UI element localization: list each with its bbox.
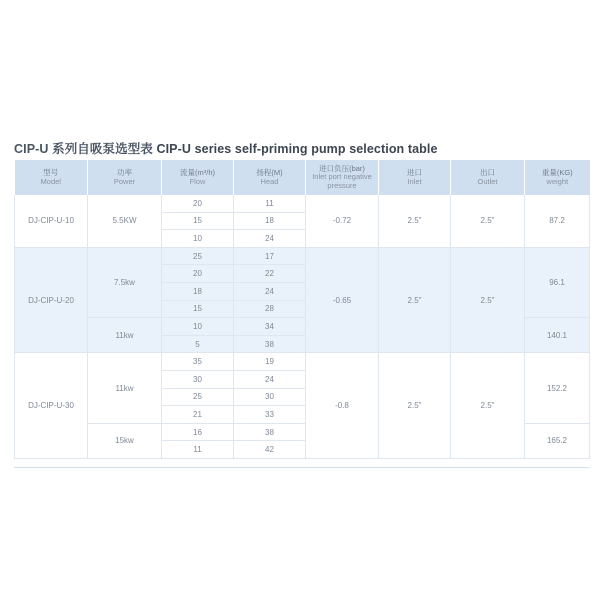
head-cell: 42	[234, 441, 306, 459]
inlet-cell: 2.5"	[379, 247, 451, 353]
model-cell: DJ-CIP-U-20	[15, 247, 88, 353]
table-bottom-rule	[14, 467, 589, 468]
power-cell: 11kw	[88, 318, 162, 353]
flow-cell: 18	[162, 282, 234, 300]
model-group	[15, 353, 590, 459]
table-title-zh: CIP-U 系列自吸泵选型表	[14, 142, 153, 156]
head-cell: 30	[234, 388, 306, 406]
header-flow: 流量(m³/h) Flow	[162, 160, 234, 195]
head-cell: 24	[234, 370, 306, 388]
header-power: 功率 Power	[88, 160, 162, 195]
header-head: 扬程(M) Head	[234, 160, 306, 195]
model-cell: DJ-CIP-U-30	[15, 353, 88, 459]
selection-table-container	[14, 160, 589, 459]
outlet-cell: 2.5"	[451, 353, 525, 459]
flow-cell: 10	[162, 318, 234, 336]
flow-cell: 11	[162, 441, 234, 459]
head-cell: 34	[234, 318, 306, 336]
inlet-cell: 2.5"	[379, 195, 451, 247]
weight-cell: 87.2	[525, 195, 590, 247]
flow-cell: 35	[162, 353, 234, 371]
pressure-cell: -0.65	[306, 247, 379, 353]
weight-cell: 140.1	[525, 318, 590, 353]
flow-cell: 15	[162, 300, 234, 318]
head-cell: 38	[234, 423, 306, 441]
pressure-cell: -0.72	[306, 195, 379, 247]
head-cell: 17	[234, 247, 306, 265]
flow-cell: 20	[162, 265, 234, 283]
head-cell: 24	[234, 282, 306, 300]
flow-cell: 16	[162, 423, 234, 441]
power-cell: 7.5kw	[88, 247, 162, 317]
head-cell: 11	[234, 195, 306, 212]
head-cell: 24	[234, 230, 306, 248]
inlet-cell: 2.5"	[379, 353, 451, 459]
header-pressure: 进口负压(bar) Inlet port negative pressure	[306, 160, 379, 195]
table-row	[15, 247, 590, 265]
head-cell: 19	[234, 353, 306, 371]
header-outlet: 出口 Outlet	[451, 160, 525, 195]
table-row	[15, 353, 590, 371]
flow-cell: 5	[162, 335, 234, 353]
pump-selection-table	[14, 160, 590, 459]
table-row	[15, 195, 590, 212]
flow-cell: 25	[162, 388, 234, 406]
head-cell: 38	[234, 335, 306, 353]
table-title	[14, 139, 589, 157]
model-group	[15, 247, 590, 353]
flow-cell: 15	[162, 212, 234, 230]
head-cell: 28	[234, 300, 306, 318]
model-group	[15, 195, 590, 247]
model-cell: DJ-CIP-U-10	[15, 195, 88, 247]
head-cell: 33	[234, 406, 306, 424]
power-cell: 15kw	[88, 423, 162, 458]
table-title-en: CIP-U series self-priming pump selection table	[156, 142, 438, 156]
power-cell: 5.5KW	[88, 195, 162, 247]
weight-cell: 165.2	[525, 423, 590, 458]
head-cell: 18	[234, 212, 306, 230]
weight-cell: 96.1	[525, 247, 590, 317]
head-cell: 22	[234, 265, 306, 283]
flow-cell: 30	[162, 370, 234, 388]
power-cell: 11kw	[88, 353, 162, 423]
header-inlet: 进口 Inlet	[379, 160, 451, 195]
outlet-cell: 2.5"	[451, 195, 525, 247]
weight-cell: 152.2	[525, 353, 590, 423]
flow-cell: 20	[162, 195, 234, 212]
flow-cell: 21	[162, 406, 234, 424]
outlet-cell: 2.5"	[451, 247, 525, 353]
header-row	[15, 160, 590, 195]
header-model: 型号 Model	[15, 160, 88, 195]
flow-cell: 10	[162, 230, 234, 248]
header-weight: 重量(KG) weight	[525, 160, 590, 195]
flow-cell: 25	[162, 247, 234, 265]
pressure-cell: -0.8	[306, 353, 379, 459]
